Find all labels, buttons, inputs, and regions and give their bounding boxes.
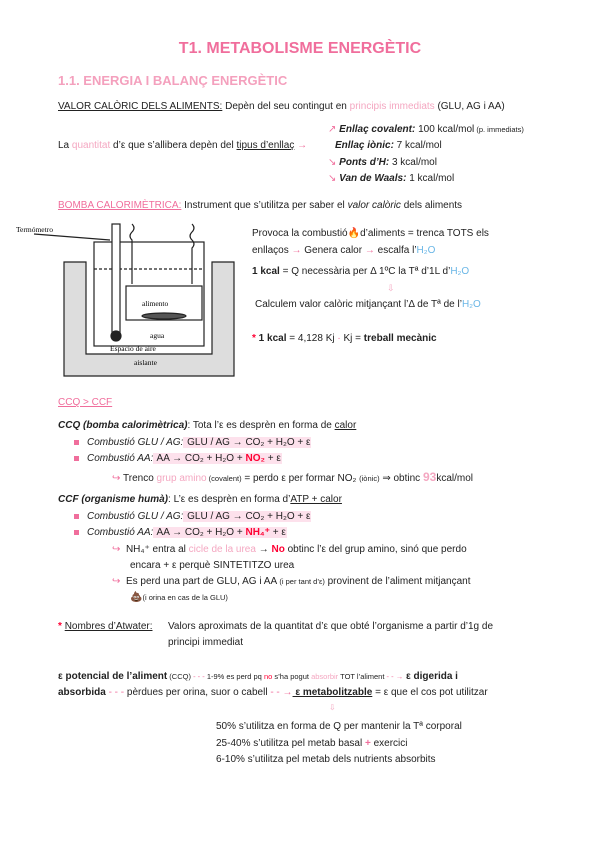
provoca-b: d’aliments = trenca TOTS els xyxy=(360,228,489,239)
nh4-line xyxy=(112,544,467,555)
trenco-a: Trenco xyxy=(123,473,157,484)
quantitat-line xyxy=(58,140,307,151)
use-text: 50% s’utilitza en forma de Q per mantenir la Tª corporal xyxy=(216,721,462,732)
kj-text: = 4,128 Kj xyxy=(286,333,338,344)
digerida-label: ε digerida i xyxy=(403,671,458,682)
atwater-text-2: principi immediat xyxy=(168,637,244,648)
absorbida-label: absorbida xyxy=(58,687,106,698)
quantitat-term: quantitat xyxy=(71,140,111,151)
dash-arrow: - - - xyxy=(105,687,125,698)
ccq-label: CCQ (bomba calorimètrica) xyxy=(58,420,188,431)
bullet-icon xyxy=(74,514,79,519)
arrow-up-icon: ↗ xyxy=(328,124,337,135)
glu-equation: GLU / AG → CO₂ + H₂O + ε xyxy=(184,437,311,448)
bond-row-1 xyxy=(335,140,442,151)
es-perd-line xyxy=(112,576,470,587)
atwater-text-1: Valors aproximats de la quantitat d’ε que obté l’organisme a partir d’1g de xyxy=(168,621,494,632)
glu-label: Combustió GLU / AG: xyxy=(87,437,184,448)
calorimeter-diagram xyxy=(14,214,254,384)
bond-note: (p. immediats) xyxy=(474,125,524,134)
no-word: no xyxy=(263,672,273,681)
kj-line xyxy=(252,333,437,344)
bomba-label: BOMBA CALORIMÈTRICA: xyxy=(58,200,182,211)
bomba-line xyxy=(58,200,462,211)
dash-arrow: - - → xyxy=(270,687,293,698)
no2: NO₂ xyxy=(245,453,265,464)
fire-icon: 🔥 xyxy=(347,228,361,239)
nh4: NH₄⁺ xyxy=(245,527,270,538)
ccf-text: : L’ε es desprèn en forma d’ xyxy=(168,494,291,505)
aliment-text: TOT l’aliment xyxy=(338,672,387,681)
hook-arrow-icon: ↪ xyxy=(112,576,121,587)
es-b: (i per tant d’ε) xyxy=(279,577,325,586)
es-d: (i orina en cas de la GLU) xyxy=(142,593,228,602)
bond-name: Ponts d’H: xyxy=(339,157,390,168)
potencial-line-2 xyxy=(58,687,488,698)
valor-caloric-line xyxy=(58,101,505,112)
aa-eq-b: + ε xyxy=(264,453,281,464)
kcal-definition xyxy=(252,266,469,277)
h2o: H₂O xyxy=(416,245,436,256)
use-text: 25-40% s’utilitza pel metab basal xyxy=(216,738,365,749)
ccq-text: : Tota l’ε es desprèn en forma de xyxy=(187,420,335,431)
bond-name: Enllaç covalent: xyxy=(339,124,416,135)
valor-caloric-term: valor calòric xyxy=(347,200,401,211)
provoca-c: enllaços xyxy=(252,245,289,256)
bond-row-3 xyxy=(328,173,454,184)
ionic: (iònic) xyxy=(359,474,380,483)
metabolitzable-label: ε metabolitzable xyxy=(292,687,373,698)
trenco-c: = perdo ε per formar NO₂ xyxy=(241,473,360,484)
down-arrow-icon: ⇩ xyxy=(387,283,395,293)
value-93: 93 xyxy=(422,470,437,484)
bond-name: Van de Waals: xyxy=(339,173,407,184)
atp-calor: ATP + calor xyxy=(290,494,342,505)
ccq-tag: (CCQ) xyxy=(167,672,194,681)
kcal-unit: kcal/mol xyxy=(436,473,474,484)
trenco-d: ⇒ obtinc xyxy=(379,473,423,484)
bullet-icon xyxy=(74,530,79,535)
bomba-text-a: Instrument que s’utilitza per saber el xyxy=(181,200,348,211)
quant-mid: d’ε que s’allibera depèn del xyxy=(110,140,237,151)
aa-eq-a: AA → CO₂ + H₂O + xyxy=(154,453,246,464)
bond-row-0 xyxy=(328,124,524,135)
page-title: T1. METABOLISME ENERGÈTIC xyxy=(178,40,422,57)
bond-name: Enllaç iònic: xyxy=(335,140,394,151)
provoca-paragraph xyxy=(252,225,542,259)
use-row-1 xyxy=(216,738,408,749)
ccf-aa xyxy=(74,527,287,538)
nh4-b: → xyxy=(255,544,272,555)
dash-arrow: - - → xyxy=(386,672,404,681)
star-icon: * xyxy=(58,621,62,632)
cicle-urea: cicle de la urea xyxy=(188,544,256,555)
glu-equation: GLU / AG → CO₂ + H₂O + ε xyxy=(184,511,311,522)
label-agua: agua xyxy=(150,331,165,340)
arrow-right-icon: → xyxy=(294,140,308,151)
h2o: H₂O xyxy=(450,266,470,277)
provoca-d: Genera calor xyxy=(301,245,365,256)
kj-eq: Kj = xyxy=(340,333,364,344)
label-alimento: alimento xyxy=(142,299,169,308)
valor-text-b: (GLU, AG i AA) xyxy=(434,101,505,112)
valor-text-a: Depèn del seu contingut en xyxy=(222,101,350,112)
bullet-icon xyxy=(74,456,79,461)
no-word: No xyxy=(271,544,285,555)
grup-amino: grup amino xyxy=(156,473,207,484)
use-text: 6-10% s’utilitza pel metab dels nutrients absorbits xyxy=(216,754,436,765)
use-text-b: exercici xyxy=(370,738,408,749)
kcal-text: = Q necessària per Δ 1ºC la Tª d’1L d’ xyxy=(279,266,451,277)
label-termometro: Termómetro xyxy=(16,225,53,234)
glu-label: Combustió GLU / AG: xyxy=(87,511,184,522)
ccq-glu xyxy=(74,437,311,448)
bond-value: 7 kcal/mol xyxy=(393,140,442,151)
atwater-line xyxy=(58,621,153,632)
arrow-right-icon: → xyxy=(364,245,375,256)
arrow-down-icon: ↘ xyxy=(328,157,337,168)
calc-text: Calculem valor calòric mitjançant l’Δ de Tª de l’ xyxy=(255,299,462,310)
label-aislante: aislante xyxy=(134,358,157,367)
treball-mecanic: treball mecànic xyxy=(363,333,437,344)
dash-arrow: - - - xyxy=(193,672,205,681)
potencial-label: ε potencial de l’aliment xyxy=(58,671,168,682)
principis-immediats: principis immediats xyxy=(349,101,435,112)
nh4-line-2: encara + ε perquè SINTETITZO urea xyxy=(130,560,295,571)
kcal-label: 1 kcal xyxy=(252,266,280,277)
use-row-0 xyxy=(216,721,462,732)
aa-label: Combustió AA: xyxy=(87,527,154,538)
aa-eq-b: + ε xyxy=(269,527,286,538)
calcul-line xyxy=(255,299,481,310)
bond-value: 100 kcal/mol xyxy=(415,124,475,135)
metabolitzable-text: = ε que el cos pot utilitzar xyxy=(372,687,488,698)
es-a: Es perd una part de GLU, AG i AA xyxy=(125,576,280,587)
hook-arrow-icon: ↪ xyxy=(112,473,121,484)
trenco-line xyxy=(112,470,473,484)
calor: calor xyxy=(334,420,357,431)
ccq-ccf-heading: CCQ > CCF xyxy=(58,397,113,408)
es-c: provinent de l’aliment mitjançant xyxy=(324,576,471,587)
arrow-down-icon: ↘ xyxy=(328,173,337,184)
ccq-aa xyxy=(74,453,282,464)
label-espacio: Espacio de aire xyxy=(110,344,156,353)
plus-icon: + xyxy=(364,738,371,749)
ccf-label: CCF (organisme humà) xyxy=(58,494,169,505)
dot-separator: · xyxy=(337,333,341,344)
perd-text: 1-9% es perd pq xyxy=(204,672,264,681)
nh4-a: NH₄⁺ entra al xyxy=(125,544,189,555)
quant-la: La xyxy=(58,140,72,151)
ccf-line xyxy=(58,494,342,505)
atwater-label: Nombres d’Atwater: xyxy=(64,621,153,632)
provoca-a: Provoca la combustió xyxy=(252,228,348,239)
section-heading: 1.1. ENERGIA I BALANÇ ENERGÈTIC xyxy=(58,73,288,88)
provoca-e: escalfa l’ xyxy=(374,245,417,256)
tipus-enllac: tipus d’enllaç xyxy=(236,140,295,151)
poop-icon: 💩 xyxy=(130,592,143,603)
use-row-2 xyxy=(216,754,436,765)
ccf-glu xyxy=(74,511,311,522)
perdues-text: pèrdues per orina, suor o cabell xyxy=(124,687,271,698)
bomba-text-b: dels aliments xyxy=(400,200,463,211)
down-arrow-icon: ⇩ xyxy=(329,703,336,712)
potencial-line-1 xyxy=(58,671,458,682)
valor-caloric-label: VALOR CALÒRIC DELS ALIMENTS: xyxy=(58,101,223,112)
kcal-label: 1 kcal xyxy=(255,333,287,344)
bond-row-2 xyxy=(328,157,437,168)
bond-value: 3 kcal/mol xyxy=(389,157,437,168)
ccq-line xyxy=(58,420,356,431)
arrow-right-icon: → xyxy=(291,245,302,256)
absorbir: absorbir xyxy=(311,672,339,681)
aa-label: Combustió AA: xyxy=(87,453,154,464)
bullet-icon xyxy=(74,440,79,445)
aa-eq-a: AA → CO₂ + H₂O + xyxy=(154,527,246,538)
trenco-b: (covalent) xyxy=(206,474,242,483)
es-perd-line-2 xyxy=(130,592,228,603)
nh4-c: obtinc l’ε del grup amino, sinó que perdo xyxy=(284,544,467,555)
star-icon: * xyxy=(252,333,256,344)
h2o: H₂O xyxy=(461,299,481,310)
bond-value: 1 kcal/mol xyxy=(406,173,455,184)
hook-arrow-icon: ↪ xyxy=(112,544,121,555)
pogut-text: s’ha pogut xyxy=(272,672,312,681)
